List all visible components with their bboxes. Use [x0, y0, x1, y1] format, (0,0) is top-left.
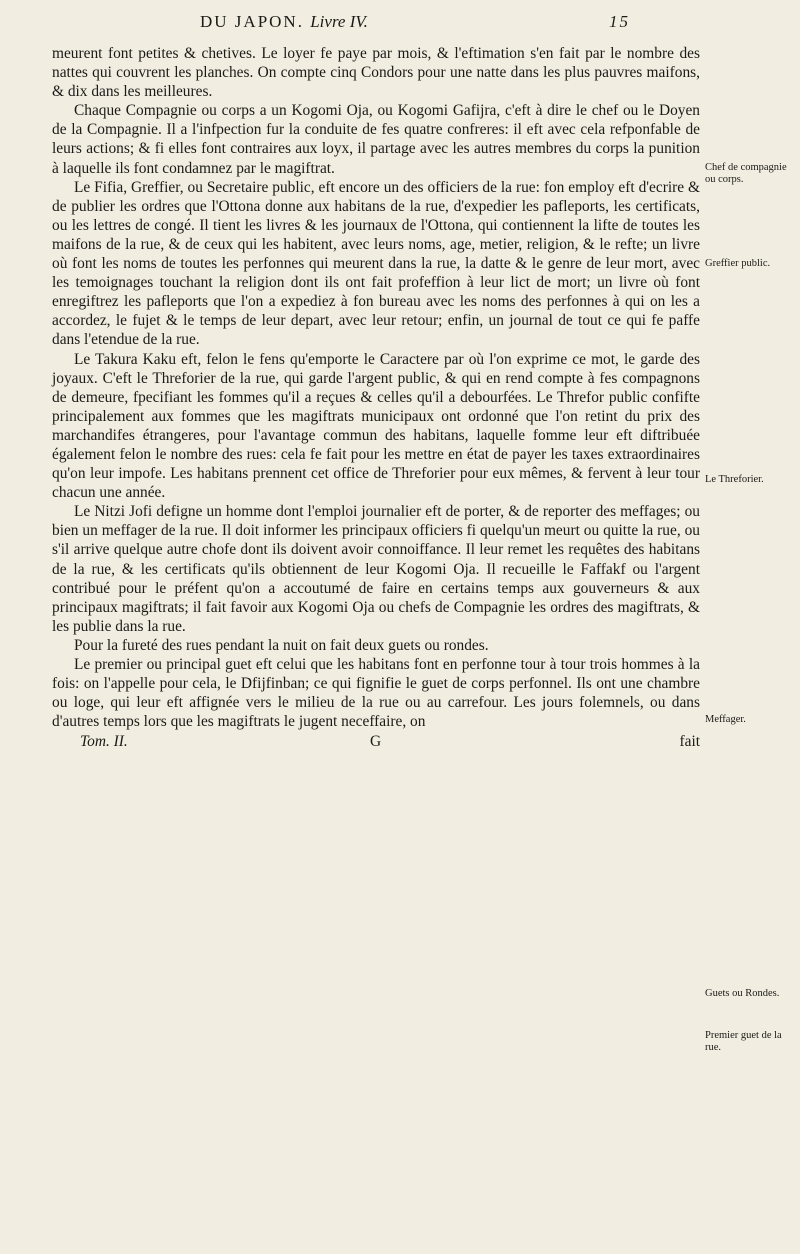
- margin-note: Le Threforier.: [705, 474, 764, 485]
- paragraph: Chaque Compagnie ou corps a un Kogomi Oja, ou Kogomi Gafijra, c'eft à dire le chef ou le Doyen de la Compagnie. Il a l'infpection fur la conduite de fes quatre confreres: il eft avec cela refponfable de leurs actions; & fi elles font contraires aux loyx, il partage avec les autres membres du corps la punition à laquelle ils font condamnez par le magiftrat.: [52, 102, 700, 177]
- paragraph: meurent font petites & chetives. Le loyer fe paye par mois, & l'eftimation s'en fait par le nombre des nattes qui couvrent les planches. On compte cinq Condors pour une natte dans les plus pauvres maifons, & dix dans les meilleures.: [52, 45, 700, 101]
- margin-note: Chef de compagnie ou corps.: [705, 162, 787, 185]
- paragraph: Pour la fureté des rues pendant la nuit on fait deux guets ou rondes.: [74, 636, 489, 654]
- volume-mark: Tom. II.: [80, 733, 128, 750]
- margin-note: Premier guet de la rue.: [705, 1030, 782, 1053]
- running-head-book: Livre IV.: [310, 12, 368, 31]
- paragraph: Le premier ou principal guet eft celui que les habitans font en perfonne tour à tour trois hommes à la fois: on l'appelle pour cela, le Dfijfinban; ce qui fignifie le guet de corps perfonnel. Ils ont une chambre ou loge, qui leur eft affignée vers le milieu de la rue ou au carrefour. Les jours folemnels, ou dans d'autres temps lors que les magiftrats le jugent neceffaire, on: [52, 656, 700, 731]
- margin-note: Greffier public.: [705, 258, 771, 269]
- paragraph: Le Fifia, Greffier, ou Secretaire public, eft encore un des officiers de la rue: fon employ eft d'ecrire & de publier les ordres que l'Ottona donne aux habitans de la rue, d'expedier les pafleports, les certificats, ou les lettres de congé. Il tient les livres & les journaux de l'Ottona, qui contiennent la lifte de toutes les maifons de la rue, & de ceux qui les habitent, avec leurs noms, age, metier, religion, & le refte; un livre où font les noms de toutes les perfonnes qui meurent dans la rue, la datte & le genre de leur mort, avec les temoignages touchant la religion dont ils ont fait profeffion à leur lict de mort; un livre où font enregiftrez les pafleports que l'on a expediez à fon bureau avec les noms des perfonnes à qui on les a accordez, le fujet & le temps de leur depart, avec leur retour; enfin, un journal de tout ce qui fe paffe dans l'etendue de la rue.: [52, 178, 700, 349]
- body-text: [52, 44, 700, 731]
- margin-note: Meffager.: [705, 714, 746, 725]
- signature-mark: G: [370, 733, 382, 750]
- paragraph: Le Nitzi Jofi defigne un homme dont l'emploi journalier eft de porter, & de reporter des meffages; ou bien un meffager de la rue. Il doit informer les principaux officiers fi quelqu'un meurt ou quitte la rue, ou s'il arrive quelque autre chofe dont ils doivent avoir connoiffance. Il leur remet les requêtes des habitans de la rue, & les certificats qu'ils obtiennent de leur Kogomi Oja. Il recueille le Faffakf ou l'argent contribué pour le préfent qu'on a accoutumé de faire en certains temps aux gouverneurs & aux principaux magiftrats; il fait favoir aux Kogomi Oja ou chefs de Compagnie les ordres des magiftrats, & les publie dans la rue.: [52, 503, 700, 635]
- running-head-title: DU JAPON.: [200, 12, 304, 31]
- paragraph: Le Takura Kaku eft, felon le fens qu'emporte le Caractere par où l'on exprime ce mot, le garde des joyaux. C'eft le Threforier de la rue, qui garde l'argent public, & qui en rend compte à fes compagnons de demeure, fpecifiant les fommes qu'il a reçues & celles qu'il a debourfées. Le Threfor public confifte principalement aux fommes que les magiftrats municipaux ont ordonné que l'on retint du prix des marchandifes étrangeres, pour l'avantage commun des habitans, laquelle fomme leur eft diftribuée également felon le nombre des rues: cela fe fait pour les mettre en état de payer les taxes extraordinaires qu'on leur impofe. Les habitans prennent cet office de Threforier pour eux mêmes, & fervent à leur tour chacun une année.: [52, 350, 700, 502]
- page-footer: [80, 733, 700, 751]
- catchword: fait: [679, 733, 700, 750]
- page-number: 15: [609, 12, 630, 31]
- margin-note: Guets ou Rondes.: [705, 988, 780, 999]
- running-head: [200, 12, 630, 32]
